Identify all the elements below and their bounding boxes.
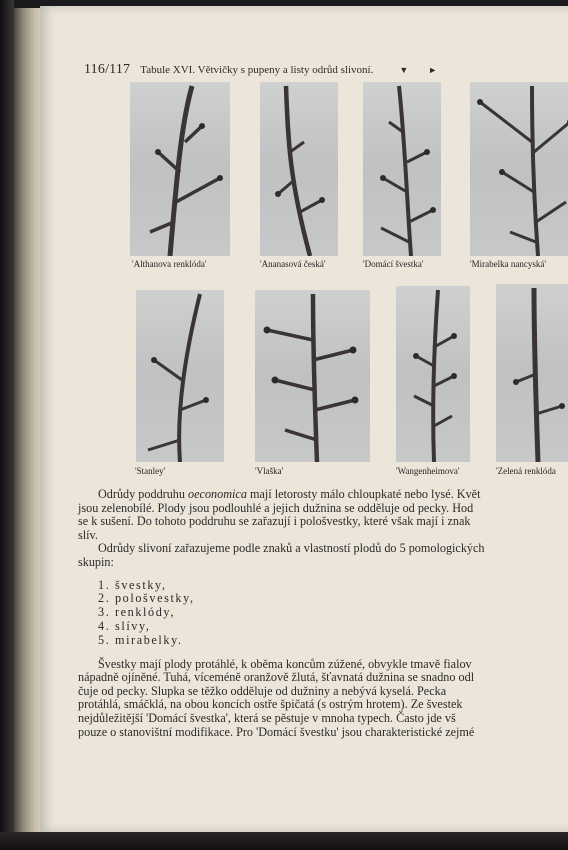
caption-domaci-svestka: 'Domácí švestka' [363,259,424,269]
caption-althanova-renkloda: 'Althanova renklóda' [132,259,207,269]
page-header [84,60,437,78]
book-spine [0,0,14,850]
arrow-right-icon: ► [428,65,438,75]
paragraph-groups: Odrůdy slivoní zařazujeme podle znaků a vlastností plodů do 5 pomologických [98,541,485,556]
photo-stanley [136,290,224,462]
caption-stanley: 'Stanley' [135,466,166,476]
caption-vlaska: 'Vlaška' [255,466,284,476]
photo-vlaska [255,290,370,462]
text-line: protáhlá, smáčklá, na obou koncích ostře špičatá (s ostrým hrotem). Ze švestek [78,697,463,712]
text-line: nejdůležitější 'Domácí švestka', která se pěstuje v mnoha typech. Často jde vš [78,710,456,725]
photo-ananasova-ceska [260,82,338,256]
photo-wangenheimova [396,286,470,462]
list-item: 5. mirabelky. [98,632,183,647]
text-line: mají letorosty málo chloupkaté nebo lysé. Květ [246,487,481,501]
text-line: čuje od pecky. Slupka se těžko odděluje od dužniny a nebývá kyselá. Pecka [78,683,447,698]
plate-title: Tabule XVI. Větvičky s pupeny a listy odrůd slivoní. [140,64,374,76]
caption-ananasova-ceska: 'Ananasová česká' [260,259,326,269]
list-item: 4. slívy, [98,618,151,633]
photo-zelena-renkloda [496,284,568,462]
text-italic: oeconomica [188,487,247,501]
caption-mirabelka-nancyska: 'Mirabelka nancyská' [470,259,546,269]
page-numbers: 116/117 [84,62,131,77]
list-item: 2. pološvestky, [98,591,195,606]
caption-wangenheimova: 'Wangenheimova' [396,466,460,476]
paragraph-svestky: Švestky mají plody protáhlé, k oběma koncům zúžené, obvykle tmavě fialov [98,656,472,671]
arrow-down-icon: ▼ [399,65,409,75]
list-item: 3. renklódy, [98,605,175,620]
text-line: slív. [78,527,98,542]
caption-zelena-renkloda: 'Zelená renklóda [496,466,556,476]
text-line: jsou zelenobílé. Plody jsou podlouhlé a jejich dužnina se odděluje od pecky. Hod [78,500,474,515]
list-item: 1. švestky, [98,577,167,592]
text-line: skupin: [78,554,114,569]
pomological-groups-list [98,579,538,648]
photo-domaci-svestka [363,82,441,256]
photo-mirabelka-nancyska [470,82,568,256]
text-line: pouze o stanovištní modifikace. Pro 'Domácí švestku' jsou charakteristické zejmé [78,724,475,739]
photo-althanova-renkloda [130,82,230,256]
text-line: se k sušení. Do tohoto poddruhu se zařazují i pološvestky, které však mají i znak [78,514,471,529]
body-text [78,488,538,739]
paragraph-oeconomica [78,488,538,502]
text-line: Odrůdy poddruhu [98,487,189,501]
book-bottom-edge [0,832,568,850]
text-line: nápadně ojíněné. Tuhá, víceméně oranžově žlutá, šťavnatá dužnina se snadno odl [78,670,475,685]
